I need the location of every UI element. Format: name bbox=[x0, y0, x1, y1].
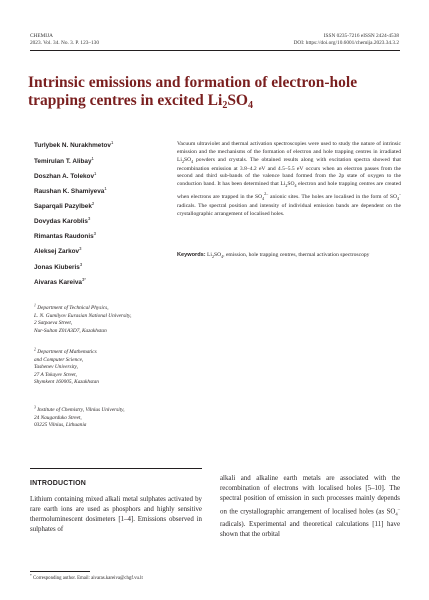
author-name: Aivaras Kareiva$^{3*}$ bbox=[34, 277, 86, 286]
author-name: Raushan K. Shamiyeva$^1$ bbox=[34, 186, 107, 195]
keywords: Keywords: $Li_2SO_4$, emission, hole trapping centres, thermal activation spectroscopy bbox=[177, 252, 370, 260]
article-title bbox=[28, 74, 368, 110]
journal-name: CHEMIJA bbox=[30, 33, 53, 39]
author-name: Saparqali Pazylbek$^2$ bbox=[34, 201, 95, 210]
footnote-rule bbox=[30, 571, 90, 572]
author-name: Aleksej Zarkov$^3$ bbox=[34, 246, 82, 255]
body-column-left: Lithium containing mixed alkali metal sulphates activated by rare earth ions are used as phosphors and highly sensitive thermoluminescent dosimeters [1–4]. Emissions observed in sulphates of bbox=[30, 496, 202, 533]
affiliation: $^2$ Department of Mathematics and Computer Science, Tashenev University, 27 A Tokayev Street, Shymkent 160005, Kazakhstan bbox=[34, 347, 99, 386]
author-name: Jonas Kiuberis$^3$ bbox=[34, 262, 83, 271]
keywords-label: Keywords: bbox=[177, 252, 206, 258]
section-heading-introduction: INTRODUCTION bbox=[30, 480, 87, 487]
author-name: Doszhan A. Tolekov$^1$ bbox=[34, 171, 97, 180]
volume-line: 2023. Vol. 34. No. 3. P. 123–130 bbox=[30, 40, 99, 46]
running-header-left bbox=[30, 33, 99, 47]
abstract: Vacuum ultraviolet and thermal activation spectroscopies were used to study the nature of intrinsic emission and the mechanisms of the formation of electron and hole trapping centres in irradiated $Li_2SO_4$ powders and crystals. The obtained results along with excitation spectra showed that recombination emission at 3.8–4.2 eV and 4.5–5.5 eV occurs when an electron passes from the second and third sub-bands of the valence band formed from the 2p state of oxygen to the conduction band. It has been determined that $Li_2SO_4$ electron and hole trapping centres are created when electrons are trapped in the $SO_4^{2-}$ anionic sites. The holes are localised in the form of $SO_4^-$ radicals. The spectral position and intensity of individual emission bands are dependent on the crystallographic arrangement of localised holes. bbox=[177, 141, 401, 217]
body-column-right: alkali and alkaline earth metals are associated with the recombination of electrons with localised holes [5–10]. The spectral position of emission in such processes mainly depends on the crystallographic arrangement of localised holes (as $SO_4^-$ radicals). Experimental and theoretical calculations [11] have shown that the orbital bbox=[220, 475, 400, 538]
author-name: Rimantas Raudonis$^3$ bbox=[34, 231, 97, 240]
author-name: Dovydas Karoblis$^3$ bbox=[34, 216, 91, 225]
affiliation: $^3$ Institute of Chemistry, Vilnius University, 24 Naugarduko Street, 03225 Vilnius, Lithuania bbox=[34, 405, 125, 429]
issn: ISSN 0235-7216 eISSN 2424-4538 bbox=[323, 33, 399, 39]
title-line-1: Intrinsic emissions and formation of electron-hole bbox=[28, 74, 358, 91]
author-name: Turlybek N. Nurakhmetov$^1$ bbox=[34, 140, 114, 149]
author-name: Temirulan T. Alibay$^1$ bbox=[34, 156, 94, 165]
corresponding-author-footnote: * Corresponding author. Email: aivaras.kareiva@chgf.vu.lt bbox=[30, 574, 143, 581]
title-line-2: trapping centres in excited $Li_2SO_4$ bbox=[28, 92, 253, 111]
running-header-right bbox=[294, 33, 399, 47]
affiliation: $^1$ Department of Technical Physics, L. N. Gumilyov Eurasian National University, 2 Satpaeva Street, Nur-Sultan Z01A3D7, Kazakhstan bbox=[34, 303, 132, 334]
section-rule bbox=[30, 468, 202, 469]
header-rule bbox=[30, 50, 400, 51]
doi-link[interactable]: DOI: https://doi.org/10.6001/chemija.2023.34.3.2 bbox=[293, 40, 399, 46]
